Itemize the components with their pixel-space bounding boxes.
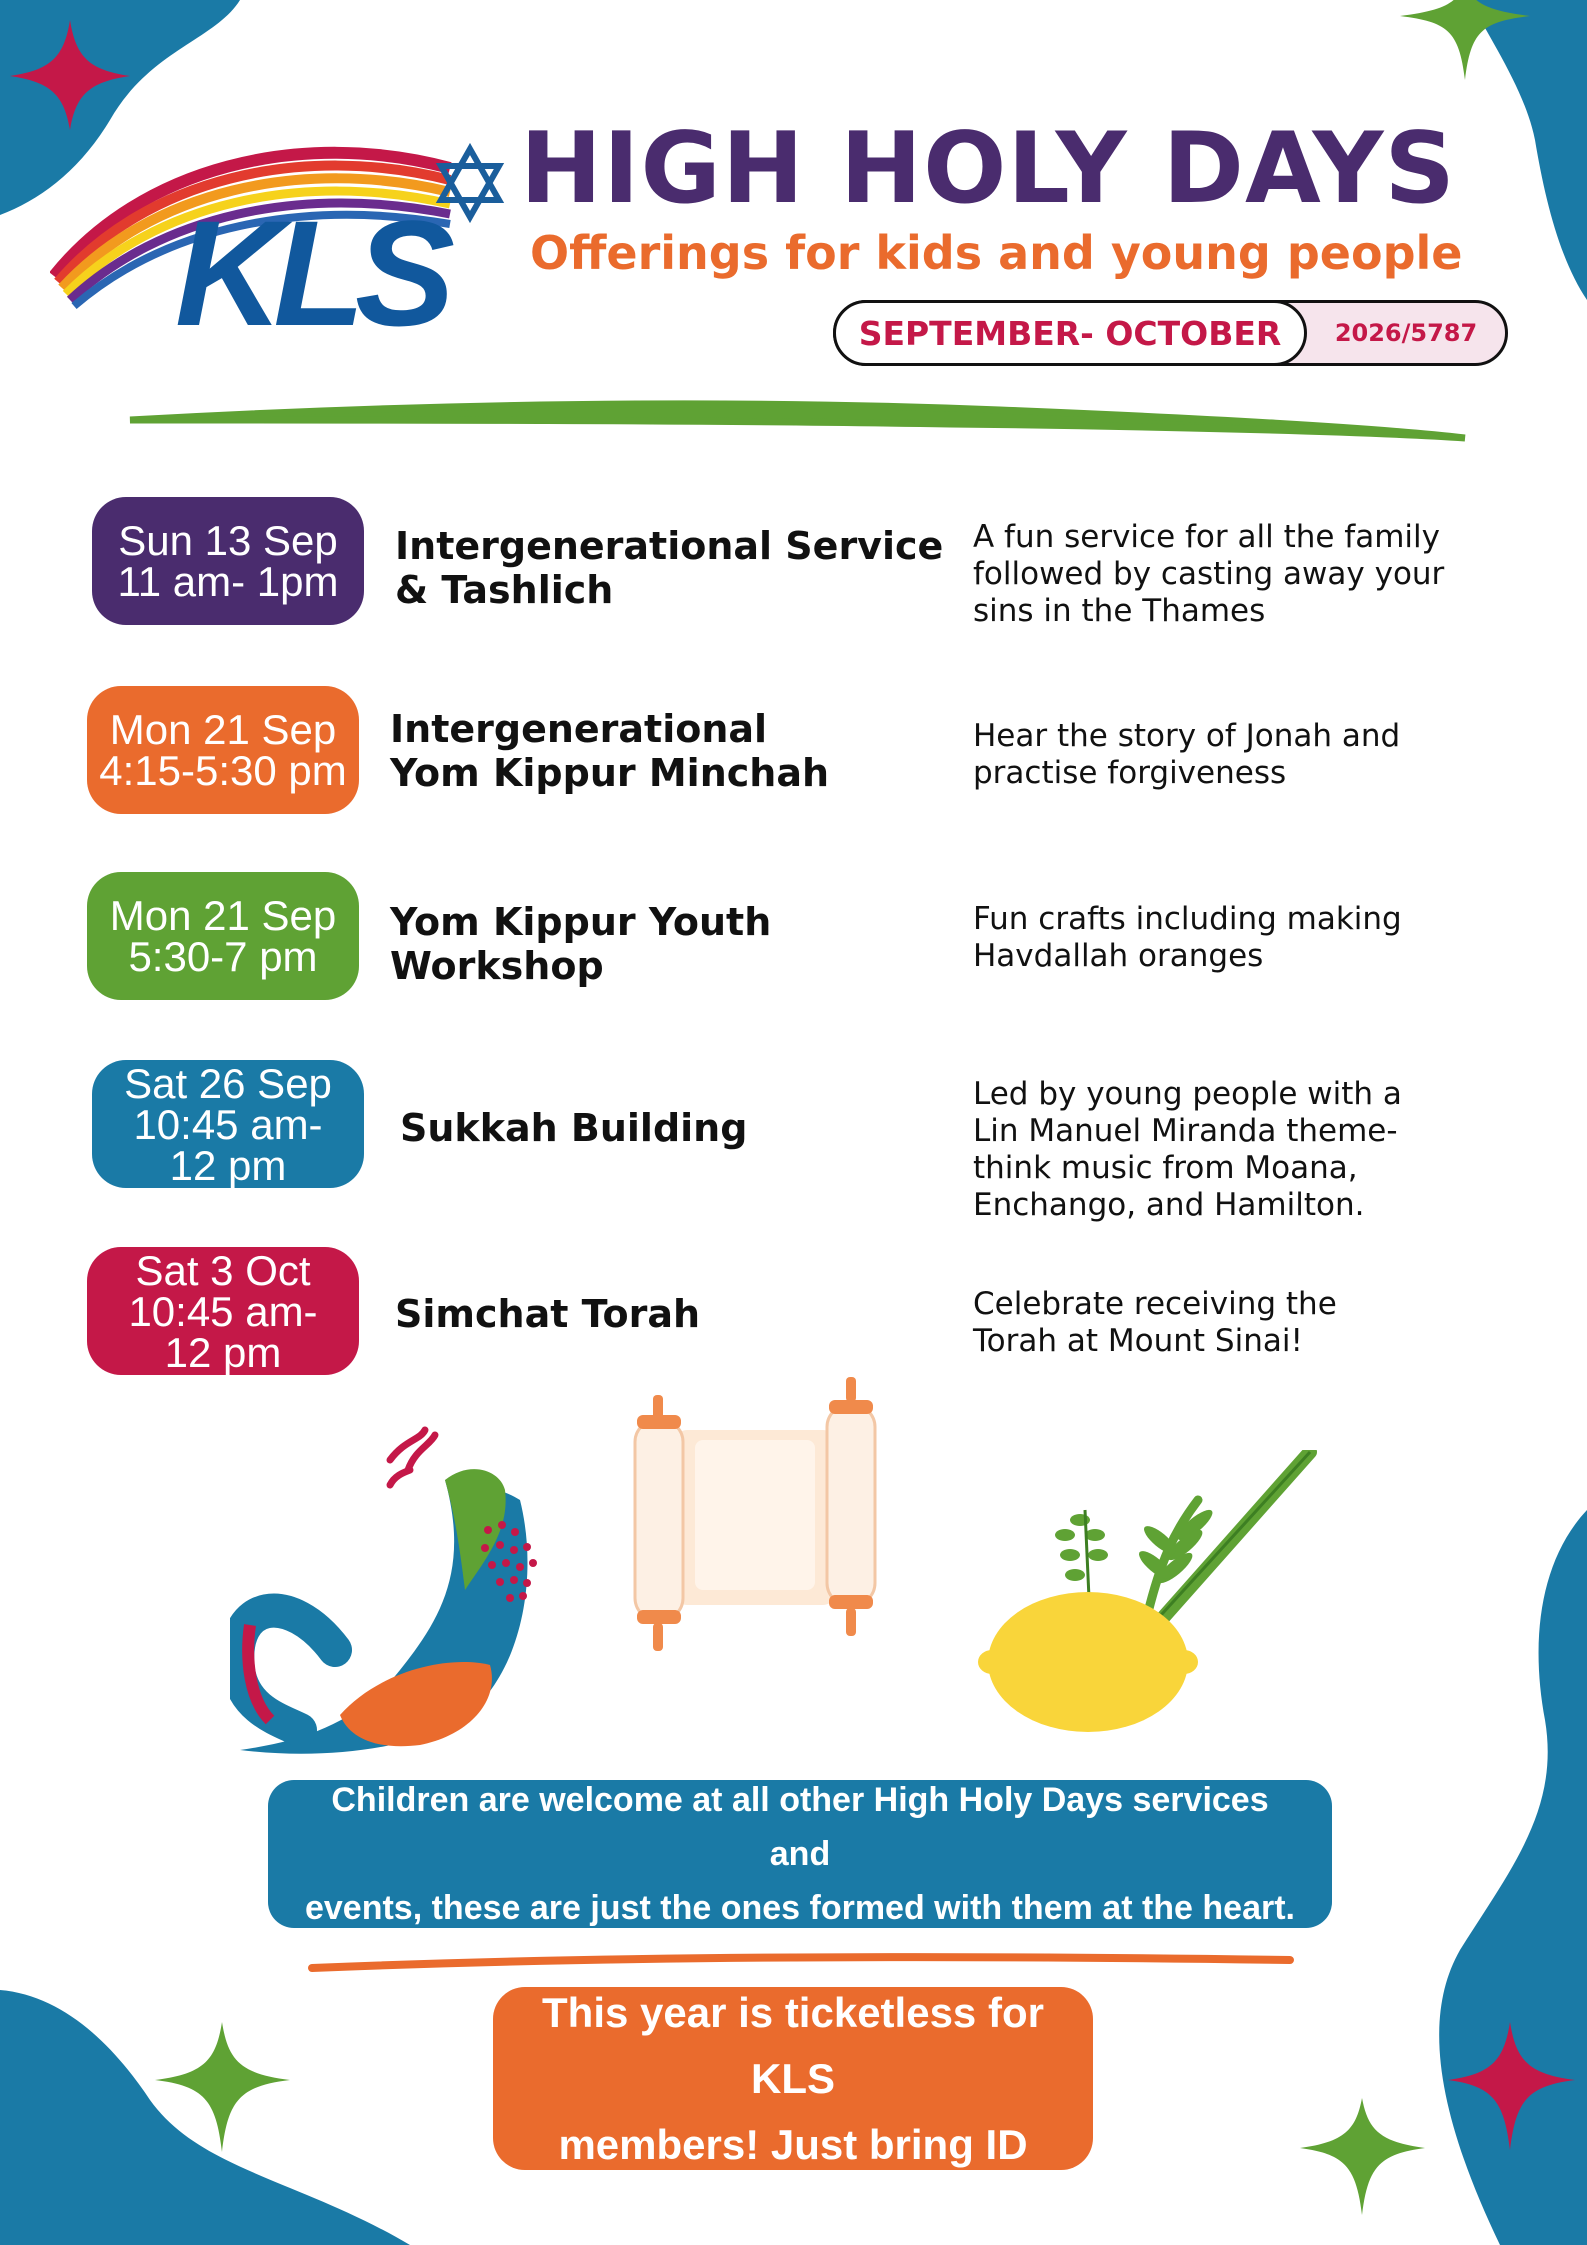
shofar-icon (230, 1420, 560, 1765)
event-date-badge (87, 1247, 359, 1375)
season-label: SEPTEMBER- OCTOBER (833, 300, 1307, 366)
event-time: 10:45 am- 12 pm (133, 1100, 323, 1189)
event-description: Fun crafts including making Havdallah oranges (973, 901, 1402, 974)
page-title: HIGH HOLY DAYS (520, 112, 1457, 226)
event-description: Hear the story of Jonah and practise forgiveness (973, 718, 1401, 791)
event-date: Sat 26 Sep (124, 1059, 332, 1107)
star-of-david-icon (441, 149, 499, 217)
event-description: A fun service for all the family followed by casting away your sins in the Thames (973, 519, 1445, 629)
children-welcome-notice: Children are welcome at all other High Holy Days services and events, these are just the ones formed with them at the heart. (268, 1780, 1332, 1928)
torah-scroll-icon (615, 1375, 890, 1665)
event-description: Led by young people with a Lin Manuel Miranda theme- think music from Moana, Enchango, and Hamilton. (973, 1076, 1402, 1223)
orange-brush-divider (312, 1957, 1290, 1968)
event-date: Sat 3 Oct (135, 1246, 311, 1294)
event-date-badge (92, 1060, 364, 1188)
event-title: Intergenerational Service & Tashlich (395, 524, 944, 612)
blob-right (1439, 1510, 1587, 2245)
event-date-badge (87, 686, 359, 814)
event-date-badge (87, 872, 359, 1000)
logo-text: KLS (175, 189, 445, 357)
star-green-bottom-right (1300, 2098, 1425, 2215)
event-description: Celebrate receiving the Torah at Mount Sinai! (973, 1286, 1337, 1359)
lulav-etrog-icon (970, 1450, 1325, 1740)
event-time: 5:30-7 pm (128, 933, 318, 980)
page-subtitle: Offerings for kids and young people (530, 226, 1463, 280)
event-time: 4:15-5:30 pm (99, 747, 347, 794)
event-date: Sun 13 Sep (118, 517, 338, 564)
ticketless-notice: This year is ticketless for KLS members! Just bring ID (493, 1987, 1093, 2170)
date-range-pill (833, 300, 1508, 366)
green-brush-divider (130, 404, 1465, 438)
event-title: Yom Kippur Youth Workshop (390, 900, 772, 988)
kls-logo (50, 128, 510, 357)
event-title: Intergenerational Yom Kippur Minchah (390, 707, 830, 795)
event-date-badge (92, 497, 364, 625)
event-title: Sukkah Building (400, 1106, 748, 1150)
event-date: Mon 21 Sep (109, 892, 337, 939)
year-label: 2026/5787 (1334, 319, 1478, 347)
blob-bottom-left (0, 1990, 410, 2245)
event-time: 11 am- 1pm (117, 558, 339, 605)
event-title: Simchat Torah (395, 1292, 701, 1336)
event-date: Mon 21 Sep (109, 706, 337, 753)
event-time: 10:45 am- 12 pm (128, 1287, 318, 1376)
